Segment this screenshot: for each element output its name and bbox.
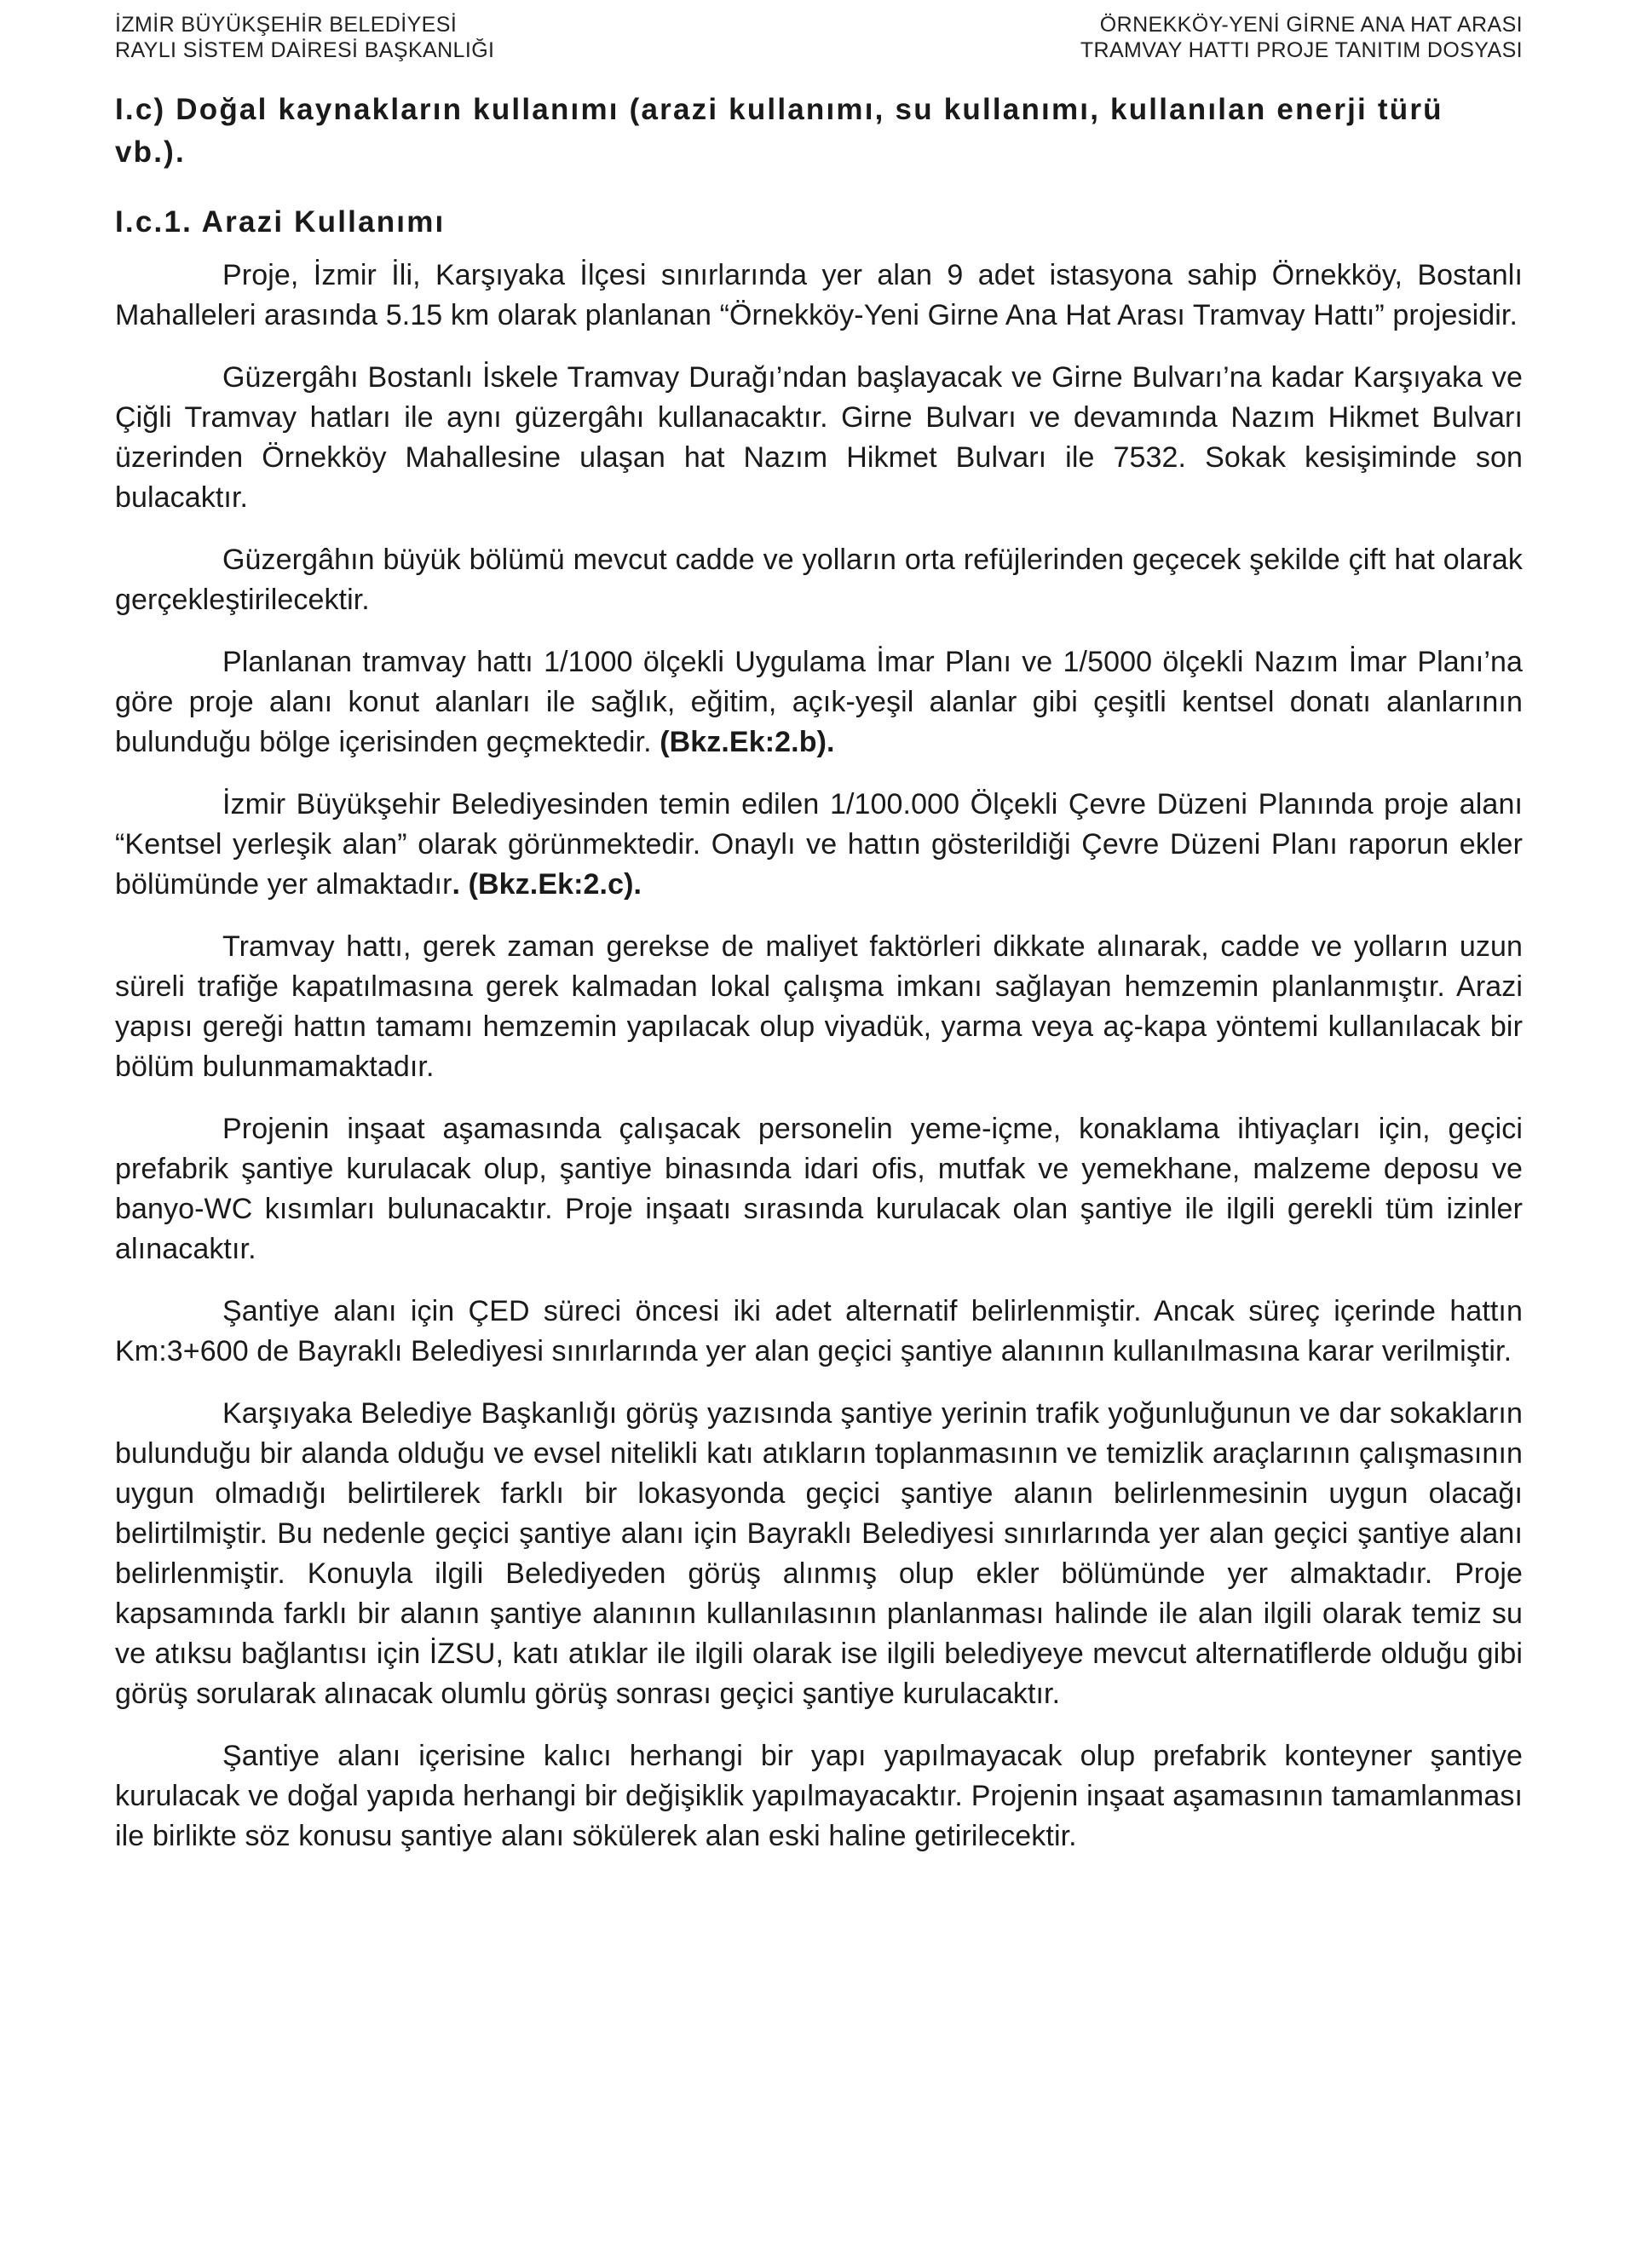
- header-org-line-2: RAYLI SİSTEM DAİRESİ BAŞKANLIĞI: [115, 38, 495, 62]
- paragraph-text: Tramvay hattı, gerek zaman gerekse de maliyet faktörleri dikkate alınarak, cadde ve yolların uzun süreli trafiğe kapatılmasına gerek kalmadan lokal çalışma imkanı sağlayan hemzemin planlanmıştır. Arazi yapısı gereği hattın tamamı hemzemin yapılacak olup viyadük, yarma veya aç-kapa yöntemi kullanılacak bir bölüm bulunmamaktadır.: [115, 930, 1523, 1083]
- paragraph-text: İzmir Büyükşehir Belediyesinden temin edilen 1/100.000 Ölçekli Çevre Düzeni Planında proje alanı “Kentsel yerleşik alan” olarak görünmektedir. Onaylı ve hattın gösterildiği Çevre Düzeni Planı raporun ekler bölümünde yer almaktadır: [115, 788, 1523, 901]
- header-org-line-1: İZMİR BÜYÜKŞEHİR BELEDİYESİ: [115, 13, 458, 37]
- header-project-line-2: TRAMVAY HATTI PROJE TANITIM DOSYASI: [1080, 38, 1523, 62]
- paragraph-text: Proje, İzmir İli, Karşıyaka İlçesi sınırlarında yer alan 9 adet istasyona sahip Örnekköy, Bostanlı Mahalleleri arasında 5.15 km olarak planlanan “Örnekköy-Yeni Girne Ana Hat Arası Tramvay Hattı” projesidir.: [115, 259, 1523, 331]
- paragraph: [115, 358, 1523, 518]
- paragraph: [115, 1394, 1523, 1714]
- header-project-line-1: ÖRNEKKÖY-YENİ GİRNE ANA HAT ARASI: [1099, 13, 1523, 37]
- paragraph-text: Karşıyaka Belediye Başkanlığı görüş yazısında şantiye yerinin trafik yoğunluğunun ve dar sokakların bulunduğu bir alanda olduğu ve evsel nitelikli katı atıkların toplanmasının ve temizlik araçlarının çalışmasının uygun olmadığı belirtilerek farklı bir lokasyonda geçici şantiye alanın belirlenmesinin uygun olacağı belirtilmiştir. Bu nedenle geçici şantiye alanı için Bayraklı Belediyesi sınırlarında yer alan geçici şantiye alanı belirlenmiştir. Konuyla ilgili Belediyeden görüş alınmış olup ekler bölümünde yer almaktadır. Proje kapsamında farklı bir alanın şantiye alanının kullanılasının planlanması halinde ile alan ilgili olarak temiz su ve atıksu bağlantısı için İZSU, katı atıklar ile ilgili olarak ise ilgili belediyeye mevcut alternatiflerde olduğu gibi görüş sorularak alınacak olumlu görüş sonrası geçici şantiye kurulacaktır.: [115, 1397, 1523, 1710]
- paragraph: [115, 256, 1523, 336]
- document-body: [115, 89, 1523, 1856]
- paragraph-text: Projenin inşaat aşamasında çalışacak personelin yeme-içme, konaklama ihtiyaçları için, geçici prefabrik şantiye kurulacak olup, şantiye binasında idari ofis, mutfak ve yemekhane, malzeme deposu ve banyo-WC kısımları bulunacaktır. Proje inşaatı sırasında kurulacak olan şantiye ile ilgili gerekli tüm izinler alınacaktır.: [115, 1113, 1523, 1265]
- paragraph: [115, 540, 1523, 620]
- paragraph: [115, 1109, 1523, 1269]
- paragraph-text: Planlanan tramvay hattı 1/1000 ölçekli Uygulama İmar Planı ve 1/5000 ölçekli Nazım İmar Planı’na göre proje alanı konut alanları ile sağlık, eğitim, açık-yeşil alanlar gibi çeşitli kentsel donatı alanlarının bulunduğu bölge içerisinden geçmektedir.: [115, 646, 1523, 758]
- paragraph-text: Güzergâhın büyük bölümü mevcut cadde ve yolların orta refüjlerinden geçecek şekilde çift hat olarak gerçekleştirilecektir.: [115, 544, 1523, 616]
- paragraph-text: Şantiye alanı içerisine kalıcı herhangi bir yapı yapılmayacak olup prefabrik konteyner şantiye kurulacak ve doğal yapıda herhangi bir değişiklik yapılmayacaktır. Projenin inşaat aşamasının tamamlanması ile birlikte söz konusu şantiye alanı sökülerek alan eski haline getirilecektir.: [115, 1740, 1523, 1852]
- header-right: [1080, 12, 1523, 63]
- section-title: I.c) Doğal kaynakların kullanımı (arazi kullanımı, su kullanımı, kullanılan enerji türü vb.).: [115, 93, 1443, 169]
- paragraph-text: Şantiye alanı için ÇED süreci öncesi iki adet alternatif belirlenmiştir. Ancak süreç içerinde hattın Km:3+600 de Bayraklı Belediyesi sınırlarında yer alan geçici şantiye alanının kullanılmasına karar verilmiştir.: [115, 1295, 1523, 1367]
- annex-reference: (Bkz.Ek:2.b).: [660, 726, 835, 758]
- paragraph: [115, 1292, 1523, 1372]
- paragraph: [115, 785, 1523, 905]
- paragraph-text: Güzergâhı Bostanlı İskele Tramvay Durağı’ndan başlayacak ve Girne Bulvarı’na kadar Karşıyaka ve Çiğli Tramvay hatları ile aynı güzergâhı kullanacaktır. Girne Bulvarı ve devamında Nazım Hikmet Bulvarı üzerinden Örnekköy Mahallesine ulaşan hat Nazım Hikmet Bulvarı ile 7532. Sokak kesişiminde son bulacaktır.: [115, 361, 1523, 514]
- subsection-title: I.c.1. Arazi Kullanımı: [115, 205, 446, 239]
- paragraph: [115, 1736, 1523, 1856]
- annex-reference: . (Bkz.Ek:2.c).: [452, 868, 642, 901]
- header-left: [115, 12, 494, 63]
- paragraph: [115, 642, 1523, 763]
- paragraph: [115, 927, 1523, 1087]
